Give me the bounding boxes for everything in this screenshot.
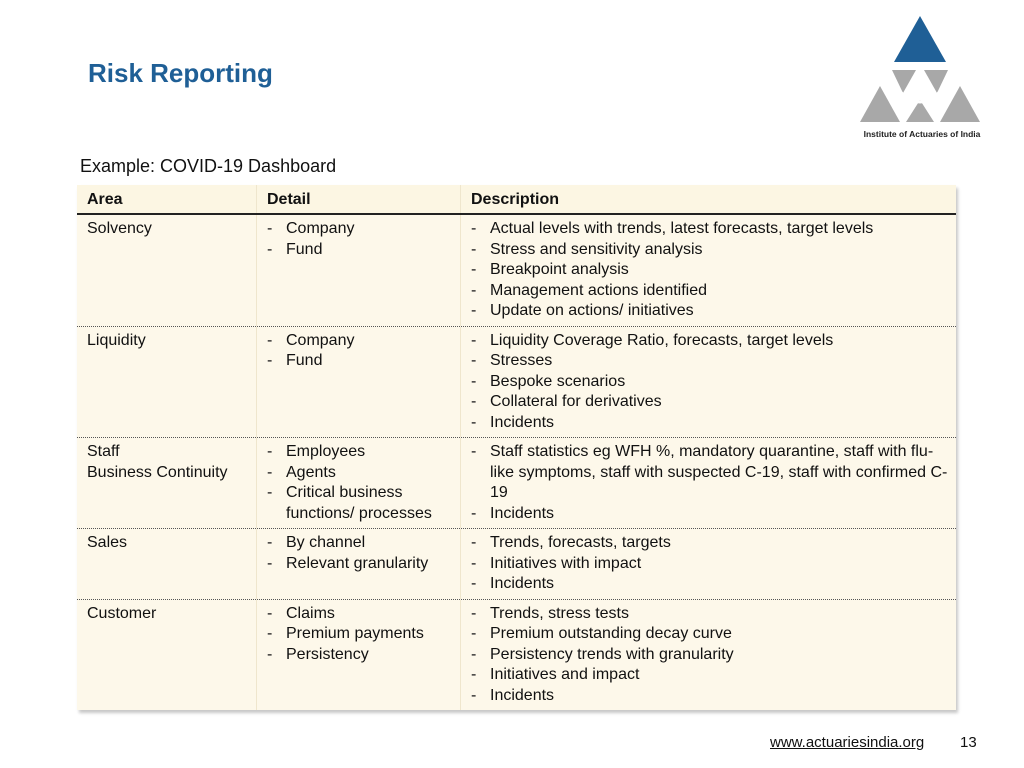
detail-item: - Agents [267,463,460,484]
detail-cell [256,600,460,711]
table-row [77,529,956,600]
description-item: - Collateral for derivatives [471,392,956,413]
area-label: Staff [87,443,120,460]
table-body [77,215,956,710]
description-item: - Bespoke scenarios [471,372,956,393]
detail-cell-list [267,442,460,524]
area-cell [77,215,256,326]
detail-cell [256,438,460,528]
description-item: - Breakpoint analysis [471,260,956,281]
table-row [77,600,956,711]
area-label: Sales [87,534,128,551]
table-header [77,185,956,215]
detail-item: - Premium payments [267,624,460,645]
description-item: - Initiatives with impact [471,554,956,575]
detail-item: - Persistency [267,645,460,666]
institute-logo [856,14,988,142]
description-item: - Stresses [471,351,956,372]
area-cell [77,327,256,438]
description-item: - Staff statistics eg WFH %, mandatory quarantine, staff with flu-like symptoms, staff with suspected C-19, staff with confirmed C-19 [471,442,956,504]
table-row [77,438,956,529]
detail-item: - Employees [267,442,460,463]
area-cell [77,600,256,711]
detail-cell [256,529,460,599]
detail-cell-list [267,533,460,574]
logo-text: Institute of Actuaries of India [863,129,981,139]
detail-item: - Critical business functions/ processes [267,483,460,524]
detail-item: - Fund [267,240,460,261]
description-cell [460,529,956,599]
description-cell-list [471,533,956,595]
description-item: - Premium outstanding decay curve [471,624,956,645]
detail-item: - Company [267,331,460,352]
area-label: Liquidity [87,331,146,349]
description-item: - Stress and sensitivity analysis [471,240,956,261]
subtitle: Example: COVID-19 Dashboard [80,156,337,176]
description-item: - Persistency trends with granularity [471,645,956,666]
description-item: - Trends, forecasts, targets [471,533,956,554]
description-item: - Trends, stress tests [471,604,956,625]
description-item: - Incidents [471,686,956,707]
description-item: - Incidents [471,413,956,434]
description-cell-list [471,604,956,707]
page-number: 13 [960,734,977,751]
detail-item: - Relevant granularity [267,554,460,575]
header-area: Area [87,191,123,208]
area-label: Solvency [87,220,152,237]
detail-cell-list [267,219,460,260]
area-cell [77,438,256,528]
description-item: - Initiatives and impact [471,665,956,686]
table-row [77,327,956,439]
area-label: Customer [87,604,157,622]
header-description: Description [460,185,956,213]
description-cell [460,327,956,438]
slide-title: Risk Reporting [88,58,273,88]
detail-cell [256,215,460,326]
dashboard-table [77,185,956,710]
description-cell-list [471,331,956,434]
description-item: - Liquidity Coverage Ratio, forecasts, target levels [471,331,956,352]
description-cell [460,600,956,711]
description-item: - Management actions identified [471,281,956,302]
area-cell [77,529,256,599]
description-item: - Incidents [471,504,956,525]
detail-cell-list [267,331,460,372]
footer-url-link[interactable]: www.actuariesindia.org [770,734,925,751]
description-cell-list [471,442,956,524]
description-cell [460,215,956,326]
detail-cell-list [267,604,460,666]
detail-item: - Fund [267,351,460,372]
detail-item: - By channel [267,533,460,554]
header-detail: Detail [256,185,460,213]
description-cell [460,438,956,528]
description-item: - Incidents [471,574,956,595]
description-item: - Update on actions/ initiatives [471,301,956,322]
area-label: Business Continuity [87,463,228,481]
detail-item: - Company [267,219,460,240]
logo-emblem-icon [856,14,988,128]
detail-cell [256,327,460,438]
detail-item: - Claims [267,604,460,625]
description-cell-list [471,219,956,322]
table-row [77,215,956,327]
description-item: - Actual levels with trends, latest forecasts, target levels [471,219,956,240]
